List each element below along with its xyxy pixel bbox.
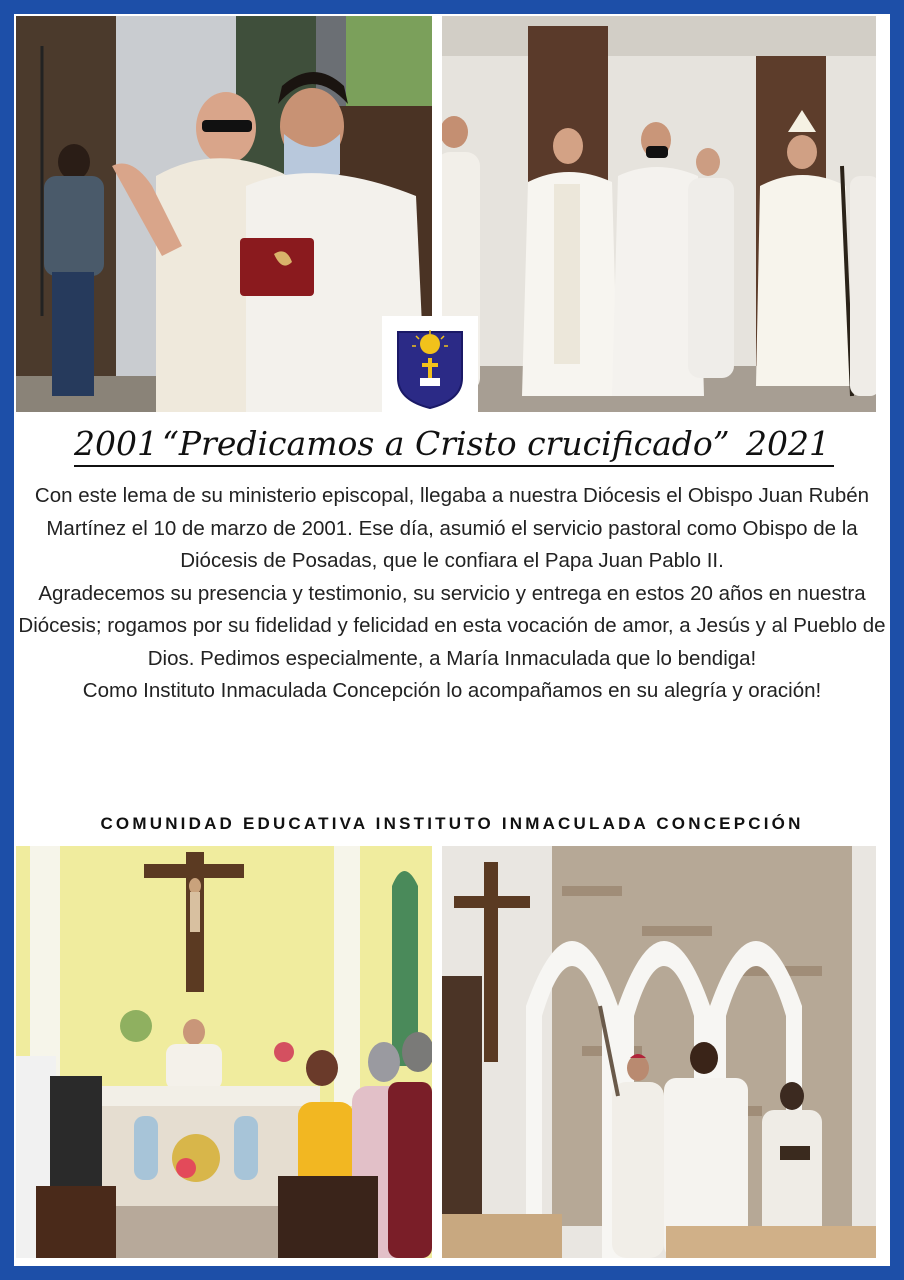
photo-clergy-group (442, 16, 876, 412)
headline (74, 424, 834, 467)
body-paragraph-3: Como Instituto Inmaculada Concepción lo acompañamos en su alegría y oración! (82, 679, 822, 702)
poster-page (14, 14, 890, 1266)
body-text (18, 480, 886, 708)
photo-bishop-greeting (16, 16, 432, 412)
body-paragraph-1: Con este lema de su ministerio episcopal, llegaba a nuestra Diócesis el Obispo Juan Rubén Martínez el 10 de marzo de 2001. Ese día, asumió el servicio pastoral como Obispo de la Diócesis de Posadas, que le confiara el Papa Juan Pablo II. (34, 484, 870, 572)
headline-motto: “Predicamos a Cristo crucificado” (161, 424, 730, 463)
community-signature: COMUNIDAD EDUCATIVA INSTITUTO INMACULADA CONCEPCIÓN (100, 814, 804, 833)
school-logo (382, 316, 478, 412)
headline-year-start: 2001 (74, 424, 158, 463)
photo-chapel-blessing (442, 846, 876, 1258)
headline-year-end: 2021 (746, 424, 830, 463)
photo-mass-altar (16, 846, 432, 1258)
body-paragraph-2: Agradecemos su presencia y testimonio, su servicio y entrega en estos 20 años en nuestra Diócesis; rogamos por su fidelidad y felicidad en esta vocación de amor, a Jesús y al Pueblo de Dios. Pedimos especialmente, a María Inmaculada que lo bendiga! (18, 581, 886, 670)
